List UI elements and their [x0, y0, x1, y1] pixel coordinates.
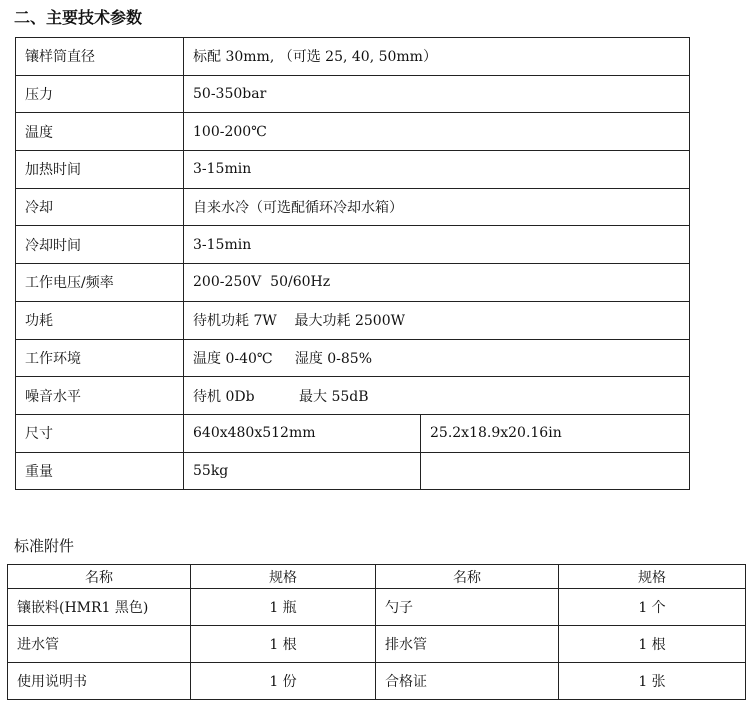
accessory-row	[8, 663, 746, 700]
accessory-name: 使用说明书	[8, 663, 191, 700]
accessory-spec: 1 份	[191, 663, 376, 700]
accessory-name: 进水管	[8, 626, 191, 663]
column-header-name: 名称	[376, 565, 559, 589]
section-title: 二、主要技术参数	[14, 8, 143, 27]
accessories-header-row	[8, 565, 746, 589]
accessory-row	[8, 626, 746, 663]
spec-value: 待机 0Db 最大 55dB	[184, 377, 690, 415]
spec-label: 冷却时间	[16, 226, 184, 264]
spec-row	[16, 226, 690, 264]
spec-row	[16, 377, 690, 415]
spec-value: 标配 30mm, （可选 25, 40, 50mm）	[184, 38, 690, 76]
spec-value-empty	[421, 452, 690, 490]
spec-row	[16, 113, 690, 151]
spec-label: 尺寸	[16, 414, 184, 452]
spec-row	[16, 38, 690, 76]
spec-value: 自来水冷（可选配循环冷却水箱）	[184, 188, 690, 226]
spec-row	[16, 452, 690, 490]
accessories-title: 标准附件	[14, 537, 75, 555]
column-header-name: 名称	[8, 565, 191, 589]
spec-row	[16, 339, 690, 377]
accessory-name: 勺子	[376, 589, 559, 626]
spec-value: 640x480x512mm	[184, 414, 421, 452]
spec-value: 3-15min	[184, 151, 690, 189]
spec-row	[16, 188, 690, 226]
spec-label: 噪音水平	[16, 377, 184, 415]
spec-value: 待机功耗 7W 最大功耗 2500W	[184, 301, 690, 339]
spec-value: 50-350bar	[184, 75, 690, 113]
spec-label: 工作环境	[16, 339, 184, 377]
spec-row	[16, 264, 690, 302]
column-header-spec: 规格	[559, 565, 746, 589]
accessory-spec: 1 个	[559, 589, 746, 626]
spec-label: 压力	[16, 75, 184, 113]
spec-row	[16, 301, 690, 339]
accessory-name: 合格证	[376, 663, 559, 700]
spec-value-imperial: 25.2x18.9x20.16in	[421, 414, 690, 452]
accessory-row	[8, 589, 746, 626]
accessories-table	[7, 564, 746, 700]
spec-label: 冷却	[16, 188, 184, 226]
spec-value: 100-200℃	[184, 113, 690, 151]
column-header-spec: 规格	[191, 565, 376, 589]
accessory-name: 镶嵌料(HMR1 黑色)	[8, 589, 191, 626]
spec-value: 温度 0-40℃ 湿度 0-85%	[184, 339, 690, 377]
spec-table	[15, 37, 690, 490]
spec-label: 功耗	[16, 301, 184, 339]
spec-row	[16, 75, 690, 113]
spec-label: 重量	[16, 452, 184, 490]
spec-label: 加热时间	[16, 151, 184, 189]
accessory-spec: 1 张	[559, 663, 746, 700]
accessory-spec: 1 根	[559, 626, 746, 663]
spec-value: 55kg	[184, 452, 421, 490]
accessory-spec: 1 瓶	[191, 589, 376, 626]
accessory-name: 排水管	[376, 626, 559, 663]
spec-label: 工作电压/频率	[16, 264, 184, 302]
spec-row	[16, 151, 690, 189]
spec-value: 200-250V 50/60Hz	[184, 264, 690, 302]
spec-label: 温度	[16, 113, 184, 151]
spec-value: 3-15min	[184, 226, 690, 264]
spec-label: 镶样筒直径	[16, 38, 184, 76]
accessory-spec: 1 根	[191, 626, 376, 663]
spec-row	[16, 414, 690, 452]
